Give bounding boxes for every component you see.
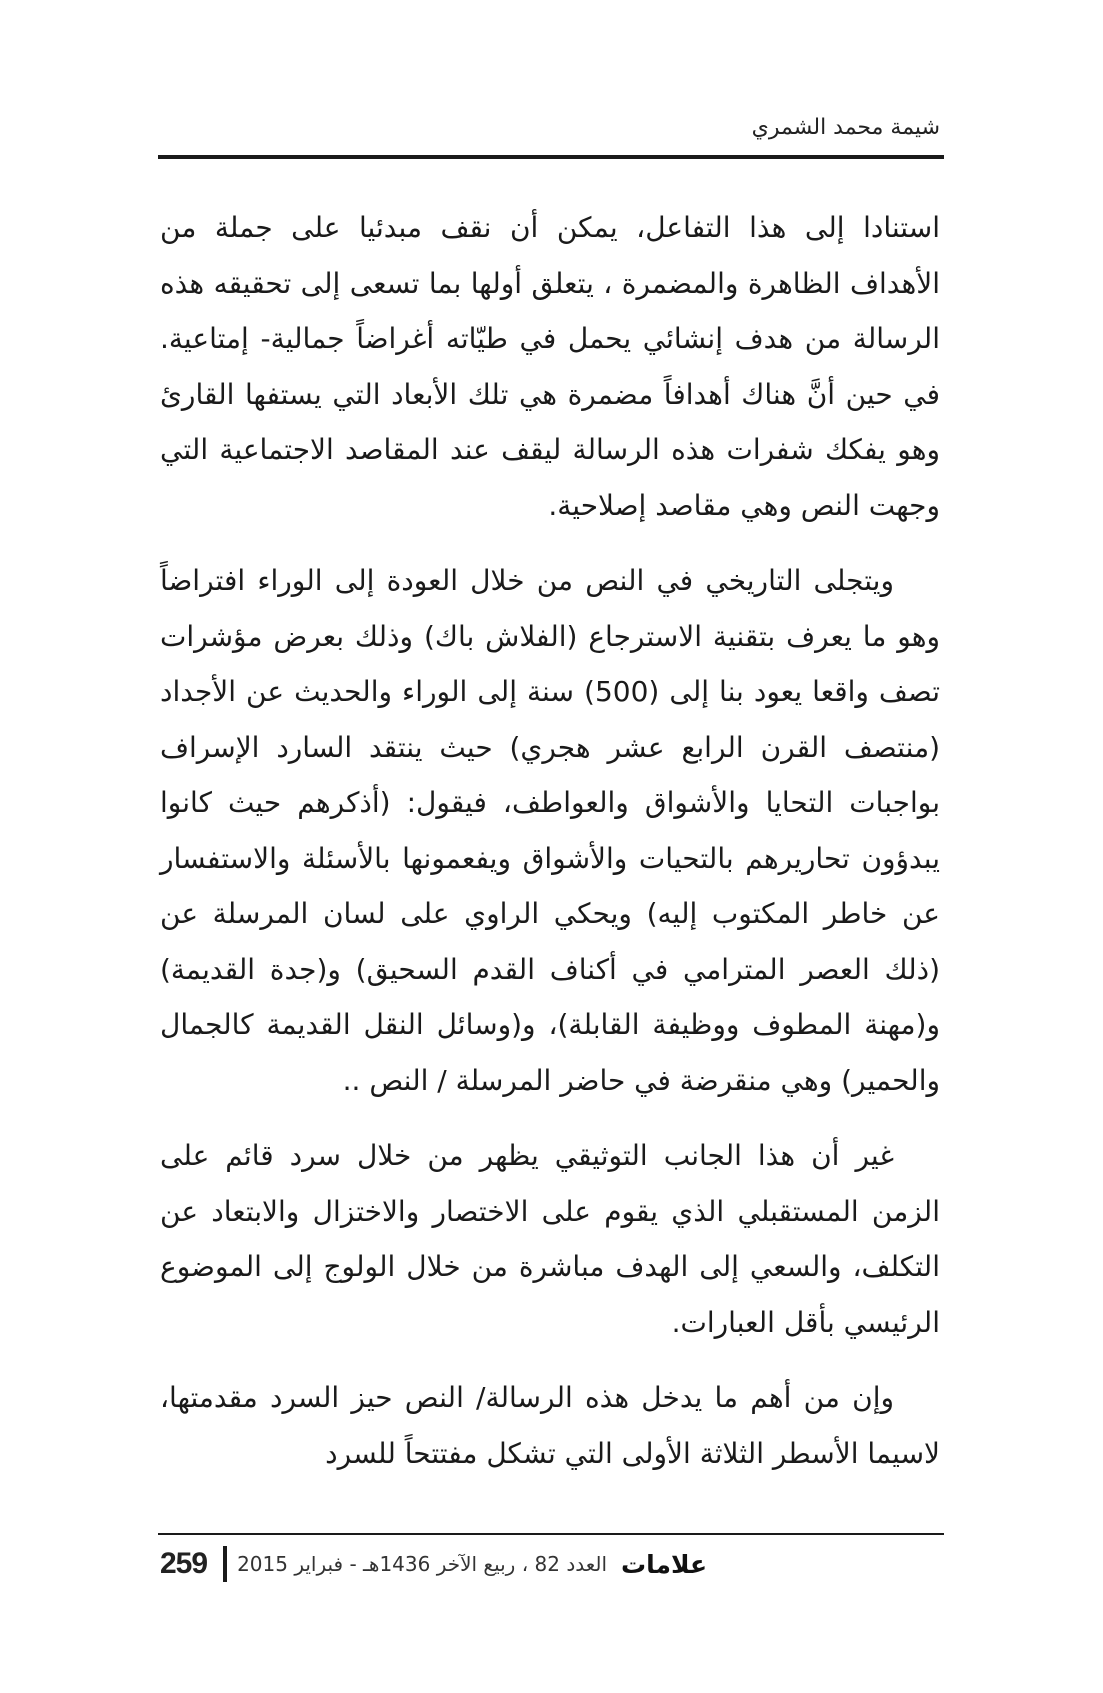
- footer-rule: [158, 1533, 944, 1535]
- paragraph-3: غير أن هذا الجانب التوثيقي يظهر من خلال سرد قائم على الزمن المستقبلي الذي يقوم على الاختصار والاختزال والابتعاد عن التكلف، والسعي إلى الهدف مباشرة من خلال الولوج إلى الموضوع الرئيسي بأقل العبارات.: [160, 1139, 940, 1339]
- page-number: 259: [160, 1547, 208, 1580]
- journal-logo: علامات: [621, 1549, 708, 1579]
- article-body: [160, 200, 940, 1501]
- issue-info: العدد 82 ، ربيع الآخر 1436هـ - فبراير 2015: [237, 1552, 608, 1576]
- running-header: [160, 112, 940, 156]
- footer-divider: [223, 1546, 227, 1582]
- paragraph-4: وإن من أهم ما يدخل هذه الرسالة/ النص حيز السرد مقدمتها، لاسيما الأسطر الثلاثة الأولى التي تشكل مفتتحاً للسرد: [160, 1381, 940, 1470]
- paragraph-1: استنادا إلى هذا التفاعل، يمكن أن نقف مبدئيا على جملة من الأهداف الظاهرة والمضمرة ، يتعلق أولها بما تسعى إلى تحقيقه هذه الرسالة من هدف إنشائي يحمل في طيّاته أغراضاً جمالية- إمتاعية. في حين أنَّ هناك أهدافاً مضمرة هي تلك الأبعاد التي يستفها القارئ وهو يفكك شفرات هذه الرسالة ليقف عند المقاصد الاجتماعية التي وجهت النص وهي مقاصد إصلاحية.: [160, 211, 940, 522]
- page-footer: [160, 1542, 940, 1586]
- paragraph-2: ويتجلى التاريخي في النص من خلال العودة إلى الوراء افتراضاً وهو ما يعرف بتقنية الاسترجاع (الفلاش باك) وذلك بعرض مؤشرات تصف واقعا يعود بنا إلى (500) سنة إلى الوراء والحديث عن الأجداد (منتصف القرن الرابع عشر هجري) حيث ينتقد السارد الإسراف بواجبات التحايا والأشواق والعواطف، فيقول: (أذكرهم حيث كانوا يبدؤون تحاريرهم بالتحيات والأشواق ويفعمونها بالأسئلة والاستفسار عن خاطر المكتوب إليه) ويحكي الراوي على لسان المرسلة عن (ذلك العصر المترامي في أكناف القدم السحيق) و(جدة القديمة) و(مهنة المطوف ووظيفة القابلة)، و(وسائل النقل القديمة كالجمال والحمير) وهي منقرضة في حاضر المرسلة / النص ..: [160, 564, 940, 1097]
- author-name: شيمة محمد الشمري: [751, 115, 940, 140]
- header-rule: [158, 155, 944, 159]
